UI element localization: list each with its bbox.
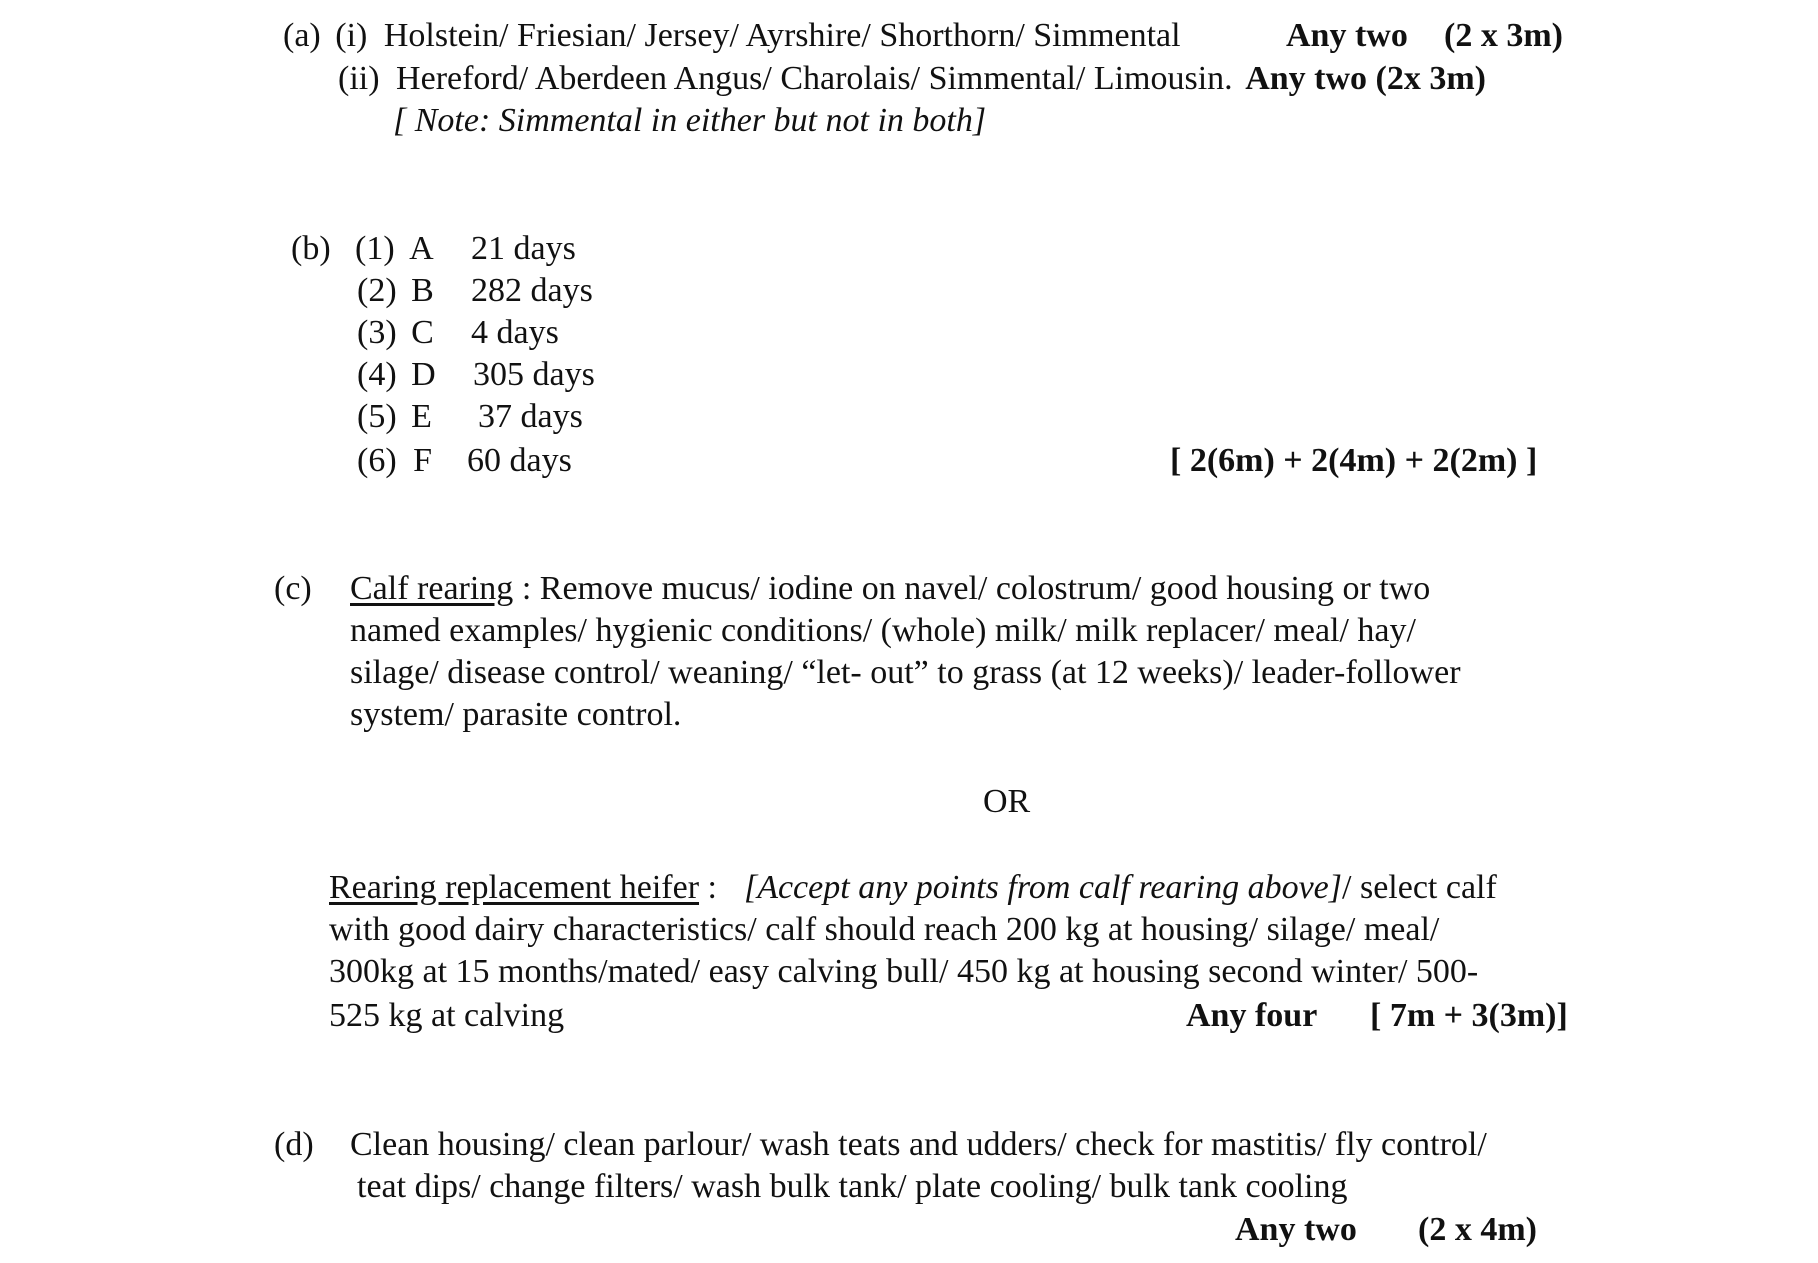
part-c-marks: [ 7m + 3(3m)]: [1370, 997, 1568, 1034]
part-c-heifer-line-4: 525 kg at calving: [329, 997, 565, 1034]
list-item-value: 37 days: [478, 398, 583, 435]
list-item-value: 21 days: [471, 230, 576, 267]
part-a-i-marks: (2 x 3m): [1444, 17, 1563, 54]
part-a-ii-marks: (2x 3m): [1375, 60, 1486, 97]
part-a-ii-any: Any two: [1245, 60, 1368, 97]
part-a-note: [ Note: Simmental in either but not in both]: [393, 102, 987, 139]
list-item: (6) F: [357, 442, 433, 479]
list-item-value: 305 days: [473, 356, 595, 393]
part-b-label: (b): [291, 230, 331, 267]
list-item: (3) C: [357, 314, 434, 351]
part-c-calf-line-1: Calf rearing : Remove mucus/ iodine on navel/ colostrum/ good housing or two: [350, 570, 1431, 607]
part-a-i-text: Holstein/ Friesian/ Jersey/ Ayrshire/ Shorthorn/ Simmental: [383, 17, 1181, 54]
part-c-label: (c): [274, 570, 312, 607]
part-a-ii-text: Hereford/ Aberdeen Angus/ Charolais/ Simmental/ Limousin.: [396, 60, 1233, 97]
part-a-line-i: [283, 19, 1181, 53]
part-a-i-any: Any two: [1286, 17, 1408, 54]
part-d-any: Any two: [1235, 1211, 1357, 1248]
list-item: (5) E: [357, 398, 432, 435]
part-c-heifer-line-1: Rearing replacement heifer : [Accept any points from calf rearing above]/ select calf: [329, 869, 1497, 906]
list-item: (4) D: [357, 356, 436, 393]
list-item-value: 4 days: [471, 314, 559, 351]
part-a-line-ii: [338, 62, 1486, 96]
part-d-line-2: teat dips/ change filters/ wash bulk tank/ plate cooling/ bulk tank cooling: [357, 1168, 1348, 1205]
part-a-i-label: (i): [335, 17, 368, 54]
list-item: (2) B: [357, 272, 434, 309]
part-c-heifer-line-3: 300kg at 15 months/mated/ easy calving bull/ 450 kg at housing second winter/ 500-: [329, 953, 1479, 990]
list-item: (1) A: [355, 230, 434, 267]
part-c-or: OR: [983, 783, 1031, 820]
heifer-heading: Rearing replacement heifer: [329, 869, 700, 906]
part-c-calf-line-4: system/ parasite control.: [350, 696, 682, 733]
part-c-heifer-line-2: with good dairy characteristics/ calf should reach 200 kg at housing/ silage/ meal/: [329, 911, 1440, 948]
list-item-value: 60 days: [467, 442, 572, 479]
part-a-label: (a): [283, 17, 321, 54]
calf-rearing-heading: Calf rearing: [350, 570, 514, 607]
part-c-calf-line-2: named examples/ hygienic conditions/ (whole) milk/ milk replacer/ meal/ hay/: [350, 612, 1416, 649]
part-c-any: Any four: [1186, 997, 1318, 1034]
part-d-marks: (2 x 4m): [1418, 1211, 1537, 1248]
heifer-note: [Accept any points from calf rearing above]: [743, 869, 1343, 906]
part-b-marks: [ 2(6m) + 2(4m) + 2(2m) ]: [1170, 442, 1538, 479]
list-item-value: 282 days: [471, 272, 593, 309]
part-c-calf-line-3: silage/ disease control/ weaning/ “let- out” to grass (at 12 weeks)/ leader-follower: [350, 654, 1461, 691]
part-d-line-1: Clean housing/ clean parlour/ wash teats and udders/ check for mastitis/ fly control/: [350, 1126, 1487, 1163]
part-a-ii-label: (ii): [338, 60, 380, 97]
part-d-label: (d): [274, 1126, 314, 1163]
